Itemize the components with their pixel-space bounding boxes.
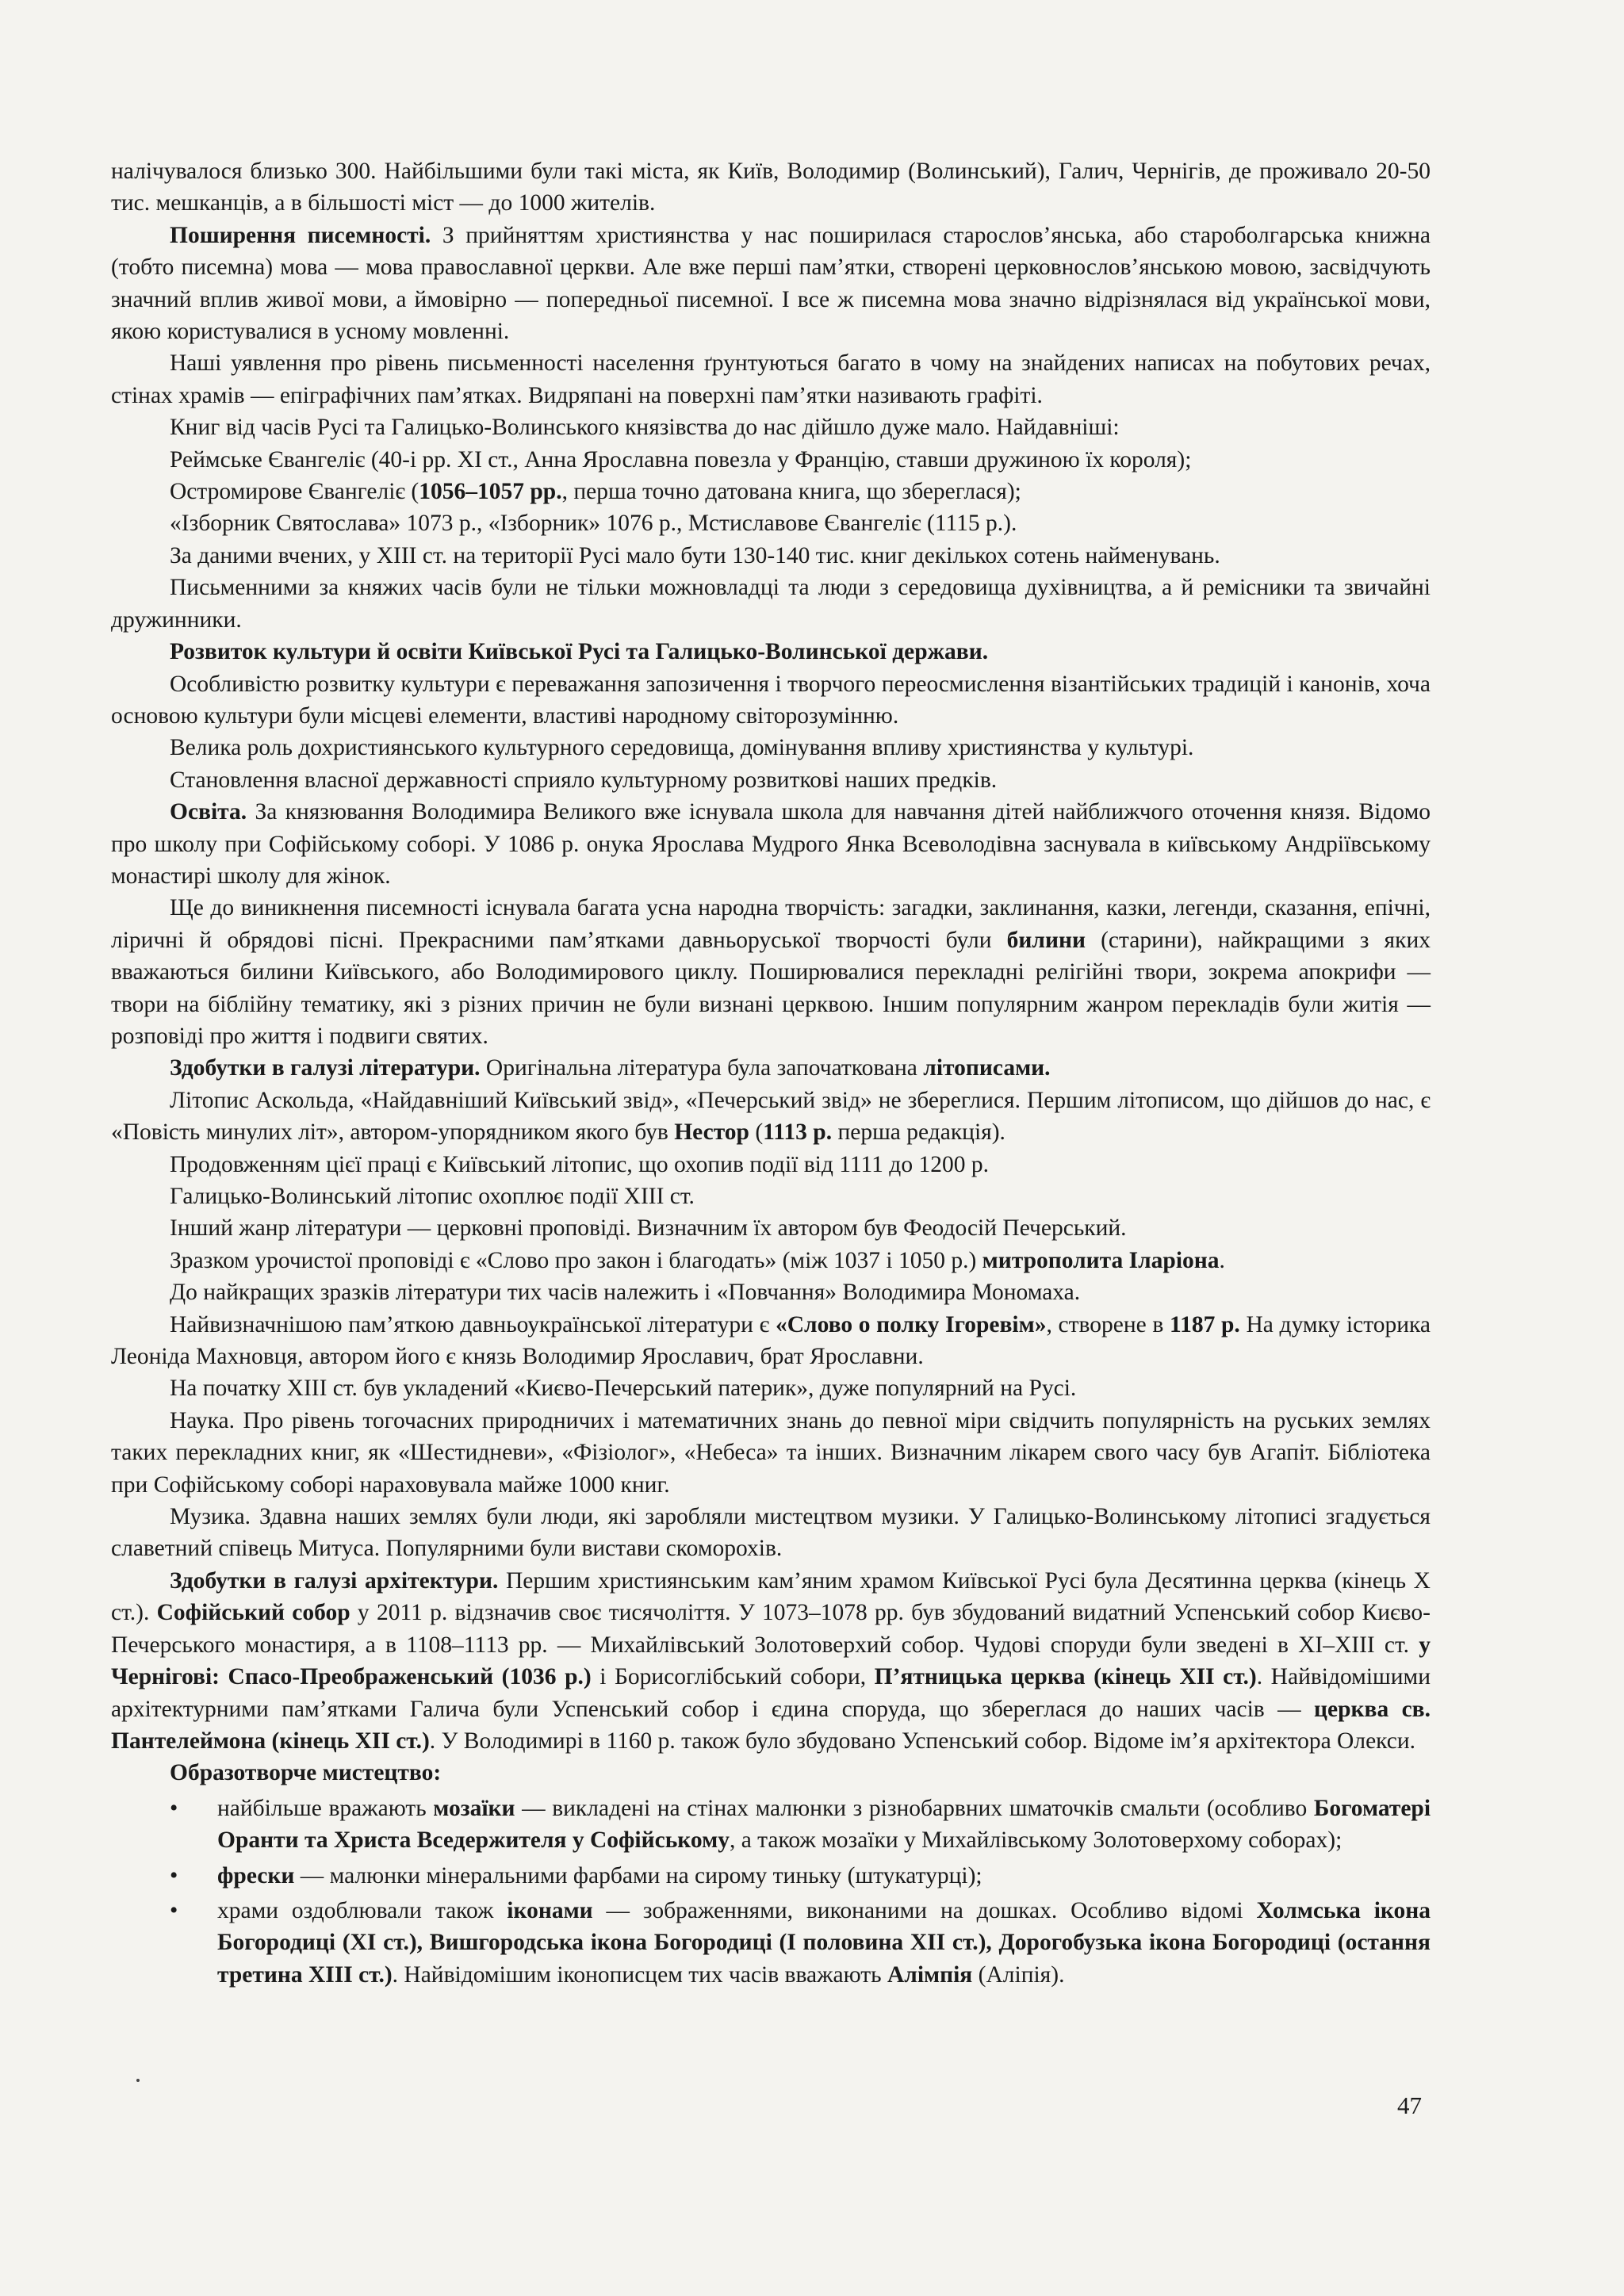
text-run: . Найвідомішим іконописцем тих часів вважають: [392, 1961, 887, 1988]
text-run: На початку XIII ст. був укладений «Києво-Печерський патерик», дуже популярний на Русі.: [170, 1376, 1077, 1402]
text-run: (: [749, 1119, 764, 1146]
scan-speck: [136, 2079, 140, 2082]
bold-text: 1113 р.: [763, 1119, 833, 1146]
paragraph: [111, 636, 1431, 668]
bold-text: фрески: [217, 1862, 295, 1888]
text-run: Галицько-Волинський літопис охоплює події XIII ст.: [170, 1184, 695, 1209]
page-text: [111, 155, 1431, 1991]
bold-text: 1056–1057 рр.: [419, 479, 562, 505]
text-run: До найкращих зразків літератури тих часів належить і «Повчання» Володимира Мономаха.: [170, 1280, 1081, 1306]
paragraph: [111, 1085, 1431, 1149]
paragraph: [111, 347, 1431, 411]
paragraph: [111, 507, 1431, 539]
bold-text: Холмська ікона Богородиці (XI ст.), Вишгородська ікона Богородиці (I половина XII ст.), Дорогобузька ікона Богородиці (остання третина XIII ст.): [217, 1897, 1431, 1988]
bullet-icon: •: [170, 1795, 178, 1821]
text-run: «Ізборник Святослава» 1073 р., «Ізборник» 1076 р., Мстиславове Євангеліє (1115 р.).: [170, 511, 1017, 537]
text-run: . У Володимирі в 1160 р. також було збудовано Успенський собор. Відоме ім’я архітектора Олекси.: [429, 1728, 1416, 1754]
text-run: Найвизначнішою пам’яткою давньоукраїнської літератури є: [170, 1311, 776, 1337]
bullet-item: [111, 1793, 1431, 1857]
text-run: (старини), найкращими з яких вважаються билини Київського, або Володимирового циклу. Поширювалися перекладні релігійні твори, зокрема апокрифи — твори на біблійну тематику, які з різних причин не були визнані церквою. Іншим популярним жанром перекладів були житія — розповіді про життя і подвиги святих.: [111, 927, 1431, 1049]
text-run: Інший жанр літератури — церковні проповіді. Визначним їх автором був Феодосій Печерський.: [170, 1215, 1127, 1242]
paragraphs: [111, 155, 1431, 1789]
bold-text: билини: [1006, 927, 1086, 953]
paragraph: [111, 411, 1431, 443]
paragraph: [111, 1181, 1431, 1212]
bold-text: П’ятницька церква (кінець XII ст.): [874, 1664, 1257, 1690]
text-run: Музика. Здавна наших землях були люди, які заробляли мистецтвом музики. У Галицько-Волинському літописі згадується славетний співець Митуса. Популярними були вистави скоморохів.: [111, 1504, 1431, 1562]
paragraph: [111, 444, 1431, 476]
paragraph: [111, 540, 1431, 572]
bold-text: іконами: [507, 1897, 593, 1923]
bold-text: Здобутки в галузі архітектури.: [170, 1567, 499, 1594]
text-run: Остромирове Євангеліє (: [170, 479, 419, 505]
paragraph: [111, 732, 1431, 763]
paragraph: [111, 1757, 1431, 1789]
paragraph: [111, 1405, 1431, 1501]
paragraph: [111, 1372, 1431, 1404]
text-run: Літопис Аскольда, «Найдавніший Київський звід», «Печерський звід» не збереглися. Першим літописом, що дійшов до нас, є «Повість минулих літ», автором-упорядником якого був: [111, 1087, 1431, 1146]
text-run: , а також мозаїки у Михайлівському Золотоверхому соборах);: [729, 1827, 1342, 1854]
bold-text: Здобутки в галузі літератури.: [170, 1055, 481, 1081]
paragraph: [111, 1052, 1431, 1084]
text-run: Письменними за княжих часів були не тільки можновладці та люди з середовища духівництва, а й ремісники та звичайні дружинники.: [111, 575, 1431, 633]
page-number: 47: [1397, 2091, 1422, 2119]
bold-text: Алімпія: [887, 1961, 973, 1988]
bold-text: Богоматері Оранти та Христа Вседержителя у Софійському: [217, 1795, 1431, 1854]
text-run: Ще до виникнення писемності існувала багата усна народна творчість: загадки, заклинання, казки, легенди, сказання, епічні, ліричні й обрядові пісні. Прекрасними пам’ятками давньоруської творчості були: [111, 895, 1431, 953]
bold-text: Освіта.: [170, 799, 247, 825]
text-run: — зображеннями, виконаними на дошках. Особливо відомі: [592, 1897, 1257, 1923]
bold-text: Образотворче мистецтво:: [170, 1760, 442, 1786]
text-run: храми оздоблювали також: [217, 1897, 508, 1923]
text-run: (Аліпія).: [972, 1961, 1065, 1988]
text-run: Становлення власної державності сприяло культурному розвиткові наших предків.: [170, 767, 998, 793]
text-run: найбільше вражають: [217, 1795, 434, 1821]
text-run: За князювання Володимира Великого вже існувала школа для навчання дітей найближчого оточення князя. Відомо про школу при Софійському соборі. У 1086 р. онука Ярослава Мудрого Янка Всеволодівна заснувала в київському Андріївському монастирі школу для жінок.: [111, 799, 1431, 889]
bold-text: «Слово о полку Ігоревім»: [775, 1311, 1047, 1337]
paragraph: [111, 155, 1431, 220]
paragraph: [111, 1212, 1431, 1244]
bold-text: митрополита Іларіона: [982, 1247, 1220, 1273]
paragraph: [111, 476, 1431, 507]
paragraph: [111, 1149, 1431, 1181]
text-run: перша редакція).: [832, 1119, 1005, 1146]
text-run: . Найвідомішими архітектурними пам’ятками Галича були Успенський собор і єдина споруда, що збереглася до наших часів —: [111, 1664, 1431, 1722]
bullet-list: [111, 1793, 1431, 1991]
text-run: Оригінальна література була започаткована: [480, 1055, 924, 1081]
text-run: Першим християнським кам’яним храмом Київської Русі була Десятинна церква (кінець X ст.).: [111, 1567, 1431, 1626]
text-run: Велика роль дохристиянського культурного середовища, домінування впливу християнства у культурі.: [170, 735, 1194, 761]
text-run: , перша точно датована книга, що збереглася);: [561, 479, 1021, 505]
text-run: Наука. Про рівень тогочасних природничих і математичних знань до певної міри свідчить популярність на руських землях таких перекладних книг, як «Шестидневи», «Фізіолог», «Небеса» та інших. Визначним лікарем свого часу був Агапіт. Бібліотека при Софійському соборі нараховувала майже 1000 книг.: [111, 1407, 1431, 1498]
paragraph: [111, 668, 1431, 733]
text-run: і Борисоглібський собори,: [591, 1664, 875, 1690]
paragraph: [111, 764, 1431, 796]
paragraph: [111, 892, 1431, 1052]
paragraph: [111, 1565, 1431, 1757]
paragraph: [111, 572, 1431, 636]
text-run: — малюнки мінеральними фарбами на сирому тиньку (штукатурці);: [294, 1862, 982, 1888]
text-run: Книг від часів Русі та Галицько-Волинського князівства до нас дійшло дуже мало. Найдавніші:: [170, 415, 1120, 441]
bullet-item: [111, 1895, 1431, 1991]
bold-text: Поширення писемності.: [170, 222, 431, 248]
bullet-icon: •: [170, 1897, 178, 1923]
text-run: Продовженням цієї праці є Київський літопис, що охопив події від 1111 до 1200 р.: [170, 1151, 989, 1177]
bullet-item: [111, 1860, 1431, 1892]
text-run: .: [1219, 1247, 1225, 1273]
text-run: налічувалося близько 300. Найбільшими були такі міста, як Київ, Володимир (Волинський), Галич, Чернігів, де проживало 20-50 тис. мешканців, а в більшості міст — до 1000 жителів.: [111, 159, 1431, 216]
text-run: , створене в: [1046, 1311, 1170, 1337]
bold-text: Софійський собор: [156, 1600, 350, 1626]
text-run: За даними вчених, у XIII ст. на території Русі мало бути 130-140 тис. книг декількох сотень найменувань.: [170, 542, 1220, 568]
bullet-icon: •: [170, 1862, 178, 1888]
bold-text: Нестор: [674, 1119, 749, 1146]
text-run: — викладені на стінах малюнки з різнобарвних шматочків смальти (особливо: [515, 1795, 1314, 1821]
text-run: Наші уявлення про рівень письменності населення ґрунтуються багато в чому на знайдених написах на побутових речах, стінах храмів — епіграфічних пам’ятках. Видряпані на поверхні пам’ятки називають графіті.: [111, 350, 1431, 408]
text-run: З прийняттям християнства у нас поширилася старослов’янська, або староболгарська книжна (тобто писемна) мова — мова православної церкви. Але вже перші пам’ятки, створені церковнослов’янською мовою, засвідчують значний вплив живої мови, а ймовірно — попередньої писемної. І все ж писемна мова значно відрізнялася від української мови, якою користувалися в усному мовленні.: [111, 222, 1431, 345]
text-run: Реймське Євангеліє (40-і рр. XI ст., Анна Ярославна повезла у Францію, ставши дружиною їх короля);: [170, 446, 1192, 473]
bold-text: церква св. Пантелеймона (кінець XII ст.): [111, 1696, 1431, 1754]
text-run: Зразком урочистої проповіді є «Слово про закон і благодать» (між 1037 і 1050 р.): [170, 1247, 982, 1273]
bold-text: 1187 р.: [1169, 1311, 1240, 1337]
bold-text: мозаїки: [433, 1795, 515, 1821]
bold-text: у Чернігові: Спасо-Преображенський (1036 р.): [111, 1632, 1431, 1690]
paragraph: [111, 796, 1431, 892]
paragraph: [111, 1501, 1431, 1565]
text-run: Особливістю розвитку культури є переважання запозичення і творчого переосмислення візантійських традицій і канонів, хоча основою культури були місцеві елементи, властиві народному світорозумінню.: [111, 671, 1431, 729]
paragraph: [111, 1245, 1431, 1276]
text-run: На думку історика Леоніда Махновця, автором його є князь Володимир Ярославич, брат Ярославни.: [111, 1311, 1431, 1370]
bold-text: Розвиток культури й освіти Київської Русі та Галицько-Волинської держави.: [170, 639, 989, 665]
text-run: у 2011 р. відзначив своє тисячоліття. У 1073–1078 рр. був збудований видатний Успенський собор Києво-Печерського монастиря, а в 1108–1113 рр. — Михайлівський Золотоверхий собор. Чудові споруди були зведені в XI–XIII ст.: [111, 1600, 1431, 1658]
paragraph: [111, 1309, 1431, 1373]
paragraph: [111, 1276, 1431, 1308]
bold-text: літописами.: [923, 1055, 1051, 1081]
paragraph: [111, 220, 1431, 348]
